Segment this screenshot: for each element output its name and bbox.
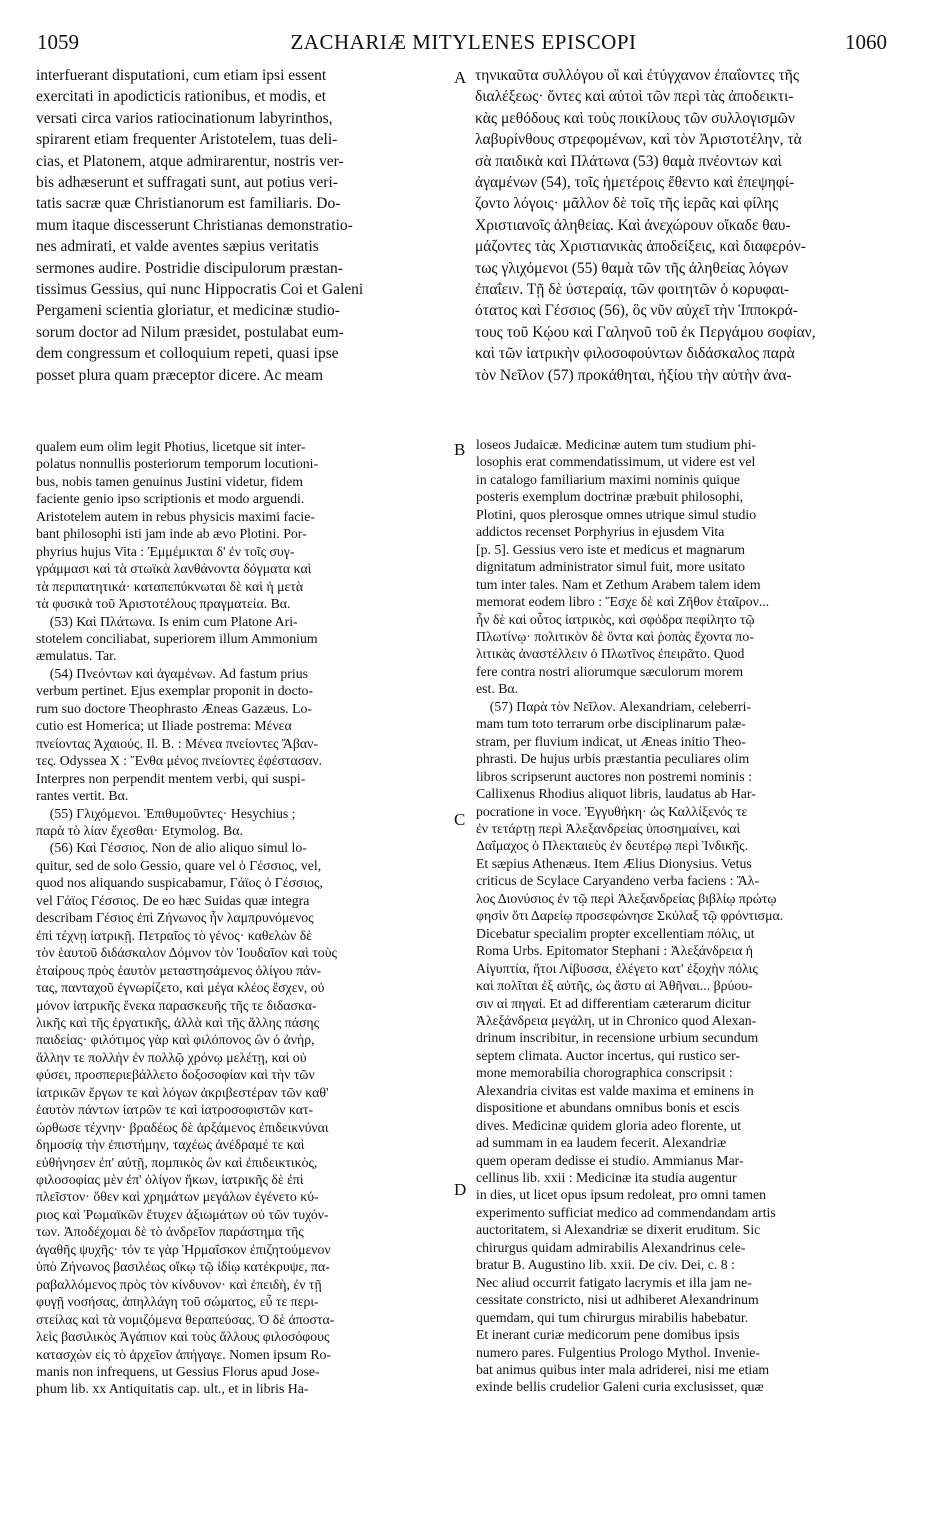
page-header <box>0 30 927 60</box>
page-number-left: 1059 <box>37 30 79 54</box>
greek-main-text: τηνικαῦτα συλλόγου οἳ καὶ ἐτύγχανον ἐπαΐοντες τῆς διαλέξεως· ὄντες καὶ αὐτοὶ τῶν περὶ τὰς ἀποδεικτι- κὰς μεθόδους καὶ τοὺς ποικίλους τῶν συλλογισμῶν λαβυρίνθους στρεφομένων, καὶ τὸν Ἀριστοτέλην, τὰ σὰ παιδικὰ καὶ Πλάτωνα (53) θαμὰ πνέοντων καὶ ἀγαμένων (54), τοῖς ἡμετέροις ἔθεντο καὶ ἐπεψηφί- ζοντο λόγοις· μᾶλλον δὲ τοῖς τῆς ἱερᾶς καὶ φίλης Χριστιανοῖς ἀληθείας. Καὶ ἀνεχώρουν οἴκαδε θαυ- μάζοντες τὰς Χριστιανικὰς ἀποδείξεις, καὶ διαφερόν- τως γλιχόμενοι (55) θαμὰ τῶν τῆς ἀληθείας λόγων ἐπαΐειν. Τῇ δὲ ὑστεραίᾳ, τῶν φοιτητῶν ὁ κορυφαι- ότατος καὶ Γέσσιος (56), ὃς νῦν αὐχεῖ τὴν Ἱπποκρά- τους τοῦ Κῴου καὶ Γαληνοῦ τοῦ ἐκ Περγάμου σοφίαν, καὶ τῶν ἰατρικὴν φιλοσοφούντων διδάσκαλος παρὰ τὸν Νεῖλον (57) προκάθηται, ἠξίου τὴν αὐτὴν ἀνα- <box>475 67 816 384</box>
running-title: ZACHARIÆ MITYLENES EPISCOPI <box>290 30 637 54</box>
page-number-right: 1060 <box>845 30 887 54</box>
margin-letter-a: A <box>454 68 467 87</box>
margin-letter-b: B <box>454 440 466 459</box>
notes-right-column: loseos Judaicæ. Medicinæ autem tum studium phi- losophis erat commendatissimum, ut videre est vel in catalogo familiarium maximi nominis quique posteris exemplum doctrinæ præbuit philosophi, Plotini, quos plerosque omnes utrique simul studio addictos recenset Porphyrius in ejusdem Vita [p. 5]. Gessius vero iste et medicus et magnarum dignitatum administrator simul fuit, more usitato tum inter tales. Nam et Zethum Arabem talem idem memorat eodem libro : Ἔσχε δὲ καὶ Ζῆθον ἑταῖρον... ἦν δὲ καὶ οὗτος ἰατρικὸς, καὶ σφόδρα πεφίλητο τῷ Πλωτίνῳ· πολιτικὸν δὲ ὄντα καὶ ῥοπὰς ἔχοντα πο- λιτικὰς ἀναστέλλειν ὁ Πλωτῖνος ἐπειρᾶτο. Quod fere contra nostri aliorumque sæculorum morem est. Βα. (57) Παρὰ τὸν Νεῖλον. Alexandriam, celeberri- mam tum toto terrarum orbe disciplinarum palæ- stram, per fluvium indicat, ut Æneas initio Theo- phrasti. De hujus urbis præstantia peculiares olim libros scripserunt auctores non postremi nominis : Callixenus Rhodius aliquot libris, laudatus ab Har- pocratione in voce. Ἐγγυθήκη· ὡς Καλλίξενός τε ἐν τετάρτῃ περὶ Ἀλεξανδρείας ὑποσημαίνει, καὶ Δαΐμαχος ὁ Πλεκταιεὺς ἐν δευτέρῳ περὶ Ἰνδικῆς. Et sæpius Athenæus. Item Ælius Dionysius. Vetus criticus de Scylace Caryandeno verba faciens : Ἄλ- λος Διονύσιος ἐν τῷ περὶ Ἀλεξανδρείας βιβλίῳ πρώτῳ φησὶν ὅτι Δαρείῳ προσεφώνησε Σκύλαξ τῷ φρόντισμα. Dicebatur specialim propter excellentiam πόλις, ut Roma Urbs. Epitomator Stephani : Ἀλεξάνδρεια ἡ Αἰγυπτία, ἥτοι Λίβυσσα, ἐλέγετο κατ' ἐξοχὴν πόλις καὶ πολῖται ἐξ αὐτῆς, ὡς ἄστυ αἱ Ἀθῆναι... βρύου- σιν αἱ πηγαί. Et ad differentiam cæterarum dicitur Ἀλεξάνδρεια μεγάλη, ut in Chronico quod Alexan- drinum inscribitur, in recensione urbium secundum septem climata. Auctor incertus, qui rustico ser- mone memorabilia chorographica conscripsit : Alexandria civitas est valde maxima et eminens in dispositione et abundans omnibus bonis et escis dives. Medicinæ quidem gloria adeo florente, ut ad summam in ea laudem fecerit. Alexandriæ quem operam dedisse ei studio. Ammianus Mar- cellinus lib. xxii : Medicinæ ita studia augentur in dies, ut licet opus ipsum redoleat, pro omni tamen experimento sufficiat medico ad commendandam artis auctoritatem, si Alexandriæ se dixerit eruditum. Sic chirurgus quidam admirabilis Alexandrinus cele- bratur B. Augustino lib. xxii. De civ. Dei, c. 8 : Nec aliud occurrit fatigato lacrymis et illa jam ne- cessitate constricto, nisi ut adhiberet Alexandrinum quemdam, qui tum chirurgus mirabilis habebatur. Et inerant curiæ medicorum pene domibus ipsis numero pares. Fulgentius Prologo Mythol. Invenie- bat animus quibus inter mala adriderei, nisi me etiam exinde bellis crudelior Galeni curia exclusisset, quæ <box>476 437 784 1395</box>
notes-left-column: qualem eum olim legit Photius, licetque sit inter- polatus nonnullis posteriorum temporum locutioni- bus, nobis tamen genuinus Justini videtur, fidem faciente genio ipso scriptionis et modo arguendi. Aristotelem autem in rebus physicis maximi facie- bant philosophi isti jam inde ab ævo Plotini. Por- phyrius hujus Vita : Ἐμμέμικται δ' ἐν τοῖς συγ- γράμμασι καὶ τὰ στωϊκὰ λανθάνοντα δόγματα καὶ τὰ περιπατητικά· καταπεπύκνωται δὲ καὶ ἡ μετὰ τὰ φυσικὰ τοῦ Ἀριστοτέλους πραγματεία. Βα. (53) Καὶ Πλάτωνα. Is enim cum Platone Ari- stotelem conciliabat, superiorem illum Ammonium æmulatus. Tar. (54) Πνεόντων καὶ ἀγαμένων. Ad fastum prius verbum pertinet. Ejus exemplar proponit in docto- rum suo doctore Theophrasto Æneas Gazæus. Lo- cutio est Homerica; ut Iliade postrema: Μένεα πνείοντας Ἀχαιούς. Il. B. : Μένεα πνείοντες Ἄβαν- τες. Odyssea X : Ἔνθα μένος πνείοντες ἐφέστασαν. Interpres non perpendit mentem verbi, qui suspi- rantes vertit. Βα. (55) Γλιχόμενοι. Ἐπιθυμοῦντες· Hesychius ; παρὰ τὸ λίαν ἔχεσθαι· Etymolog. Βα. (56) Καὶ Γέσσιος. Non de alio aliquo simul lo- quitur, sed de solo Gessio, quare vel ὁ Γέσσιος, vel, quod nos aliquando suspicabamur, Γάϊος ὁ Γέσσιος, vel Γάϊος Γέσσιος. De eo hæc Suidas quæ integra describam Γέσιος ἐπὶ Ζήνωνος ἦν λαμπρυνόμενος ἐπὶ τέχνῃ ἰατρικῇ. Πετραῖος τὸ γένος· καθελὼν δὲ τὸν ἑαυτοῦ διδάσκαλον Δόμνον τὸν Ἰουδαῖον καὶ τοὺς ἑταίρους πρὸς ἑαυτὸν μεταστησάμενος ὀλίγου πάν- τας, πανταχοῦ ἐγνωρίζετο, καὶ μέγα κλέος ἔσχεν, οὐ μόνον ἰατρικῆς ἕνεκα παρασκευῆς τῆς τε διδασκα- λικῆς καὶ τῆς ἐργατικῆς, ἀλλὰ καὶ τῆς ἄλλης πάσης παιδείας· φιλότιμος γὰρ καὶ φιλόπονος ὢν ὁ ἀνὴρ, ἄλλην τε πολλὴν ἐν πολλῷ χρόνῳ μελέτῃ, καὶ οὐ φύσει, προσπεριεβάλλετο δοξοσοφίαν καὶ τὴν τῶν ἰατρικῶν ἔργων τε καὶ λόγων ἀκριβεστέραν τῶν καθ' ἑαυτὸν πάντων ἰατρῶν τε καὶ ἰατροσοφιστῶν κατ- ώρθωσε τέχνην· βραδέως δὲ ἀρξάμενος ἐπιδεικνύναι δημοσίᾳ τὴν ἐπιστήμην, ταχέως ἀνέδραμέ τε καὶ εὐθήνησεν ἐπ' αὐτῇ, πομπικὸς ὢν καὶ ἐπιδεικτικὸς, φιλοσοφίας μὲν ἐπ' ὀλίγον ἥκων, ἰατρικῆς δὲ ἐπὶ πλεῖστον· ὅθεν καὶ χρημάτων μεγάλων ἐγένετο κύ- ριος καὶ Ῥωμαϊκῶν ἔτυχεν ἀξιωμάτων οὐ τῶν τυχόν- των. Ἀποδέχομαι δὲ τὸ ἀνδρεῖον παράστημα τῆς ἀγαθῆς ψυχῆς· τόν τε γὰρ Ἡρμαΐσκον ἐπιζητούμενον ὑπὸ Ζήνωνος βασιλέως οἴκῳ τῷ ἰδίῳ κατέκρυψε, πα- ραβαλλόμενος πρὸς τὸν κίνδυνον· καὶ ἐπειδὴ, ἐν τῇ φυγῇ νοσήσας, ἀπηλλάγη τοῦ σώματος, εὖ τε περι- στείλας καὶ τὰ νομιζόμενα θεραπεύσας. Ὁ δὲ ἀποστα- λεὶς βασιλικὸς Ἀγάπιον καὶ τοὺς ἄλλους φιλοσόφους κατασχὼν εἰς τὸ ἀρχεῖον ἀπήγαγε. Nomen ipsum Ro- manis non infrequens, ut Gessius Florus apud Jose- phum lib. xx Antiquitatis cap. ult., et in libris Ha- <box>36 439 337 1397</box>
margin-letter-c: C <box>454 810 466 829</box>
margin-letter-d: D <box>454 1180 467 1199</box>
latin-main-text: interfuerant disputationi, cum etiam ipsi essent exercitati in apodicticis rationibus, et modis, et versati circa varios ratiocinationum labyrinthos, spirarent etiam frequenter Aristotelem, tuas deli- cias, et Platonem, atque admirarentur, nostris ver- bis adhæserunt et suffragati sunt, aut potius veri- tatis sacræ quæ Christianorum est familiaris. Do- mum itaque discesserunt Christianas demonstratio- nes admirati, et valde aventes sæpius veritatis sermones audire. Postridie discipulorum præstan- tissimus Gessius, qui nunc Hippocratis Coi et Galeni Pergameni scientia gloriatur, et medicinæ studio- sorum doctor ad Nilum præsidet, postulabat eum- dem congressum et colloquium repeti, quasi ipse posset plura quam præceptor dicere. Ac meam <box>36 67 364 384</box>
